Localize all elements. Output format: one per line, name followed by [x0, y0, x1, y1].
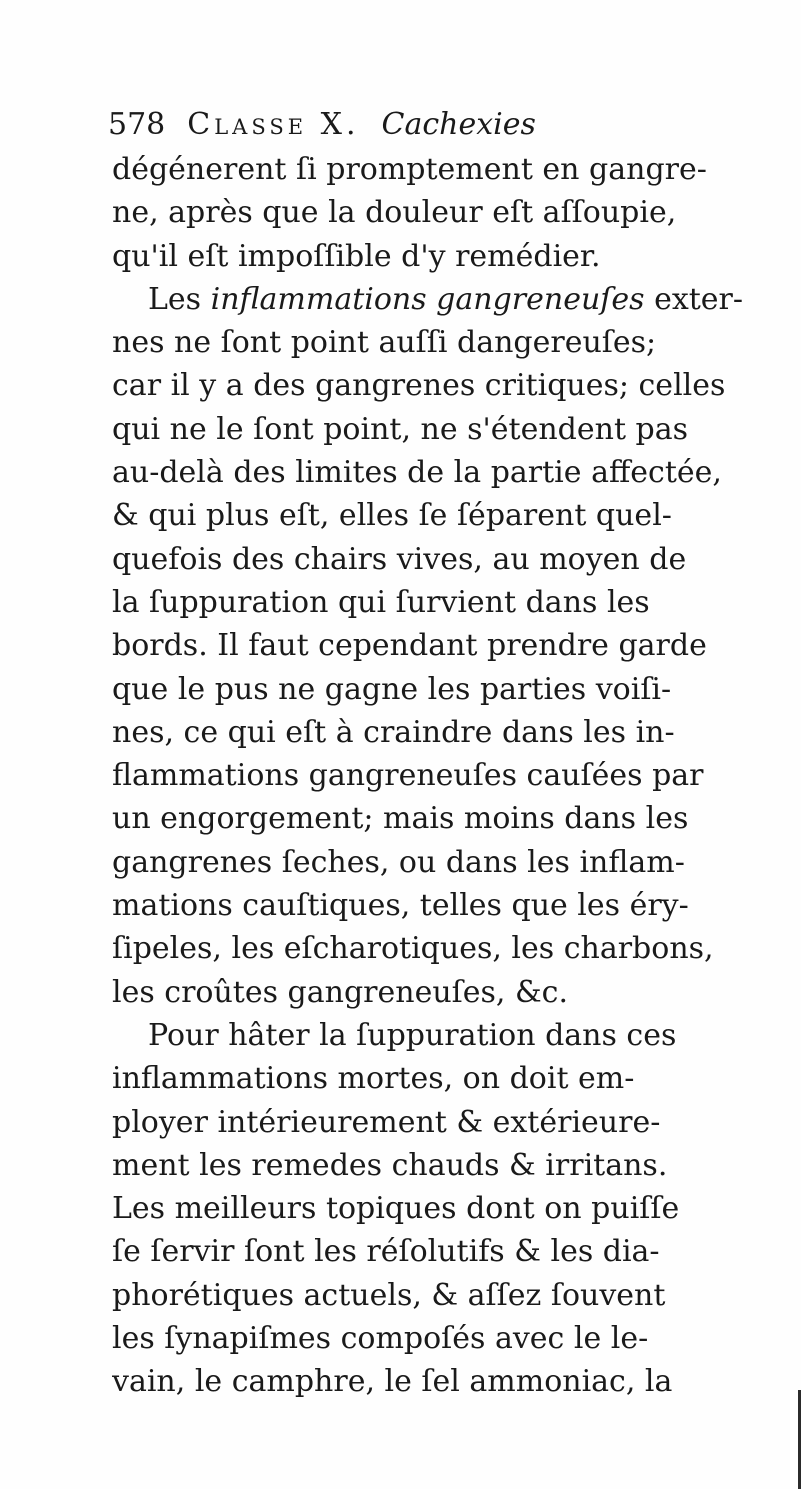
text-line: la ſuppuration qui ſurvient dans les [112, 584, 650, 620]
text-line: qui ne le ſont point, ne s'étendent pas [112, 411, 689, 447]
text-line: dégénerent ſi promptement en gangre- [112, 152, 707, 187]
text-line: quefois des chairs vives, au moyen de [112, 541, 687, 577]
text-line: phorétiques actuels, & aſſez ſouvent [112, 1277, 666, 1313]
page-number: 578 [108, 107, 166, 142]
text-line: Pour hâter la ſuppuration dans ces [148, 1017, 677, 1053]
text-line [112, 278, 801, 321]
text-line: vain, le camphre, le ſel ammoniac, la [112, 1364, 673, 1400]
text-line: ployer intérieurement & extérieure- [112, 1104, 661, 1140]
text-line: bords. Il faut cependant prendre garde [112, 628, 707, 664]
italic-term: inflammations gangreneuſes [210, 281, 645, 317]
text-line: que le pus ne gagne les parties voiſi- [112, 671, 672, 707]
section-title: Cachexies [381, 107, 536, 142]
text-line: ne, après que la douleur eſt aſſoupie, [112, 195, 677, 231]
text-line: nes ne ſont point auſſi dangereuſes; [112, 325, 657, 361]
running-head [108, 105, 728, 145]
text-line: & qui plus eſt, elles ſe ſéparent quel- [112, 498, 672, 534]
text-line: nes, ce qui eſt à craindre dans les in- [112, 714, 675, 750]
text-line: flammations gangreneuſes cauſées par [112, 758, 704, 794]
text-line: mations cauſtiques, telles que les éry- [112, 888, 689, 924]
text-line: un engorgement; mais moins dans les [112, 801, 689, 837]
text-line: gangrenes ſeches, ou dans les inflam- [112, 844, 685, 880]
text-line: les ſynapiſmes compoſés avec le le- [112, 1321, 649, 1357]
line-text: exter- [644, 281, 744, 317]
text-line: car il y a des gangrenes critiques; celles [112, 368, 726, 404]
text-line: inflammations mortes, on doit em- [112, 1061, 635, 1097]
text-line: au-delà des limites de la partie affectée, [112, 455, 722, 491]
chapter-label: Classe X. [187, 107, 360, 142]
text-line: ſipeles, les eſcharotiques, les charbons, [112, 931, 714, 967]
text-line: les croûtes gangreneuſes, &c. [112, 974, 569, 1010]
line-text: Les [148, 281, 211, 317]
text-line: Les meilleurs topiques dont on puiſſe [112, 1191, 680, 1227]
text-line: ment les remedes chauds & irritans. [112, 1147, 668, 1183]
text-line: qu'il eſt impoſſible d'y remédier. [112, 238, 601, 274]
body-text [112, 148, 801, 1404]
text-line: ſe ſervir ſont les réſolutifs & les dia- [112, 1234, 660, 1270]
